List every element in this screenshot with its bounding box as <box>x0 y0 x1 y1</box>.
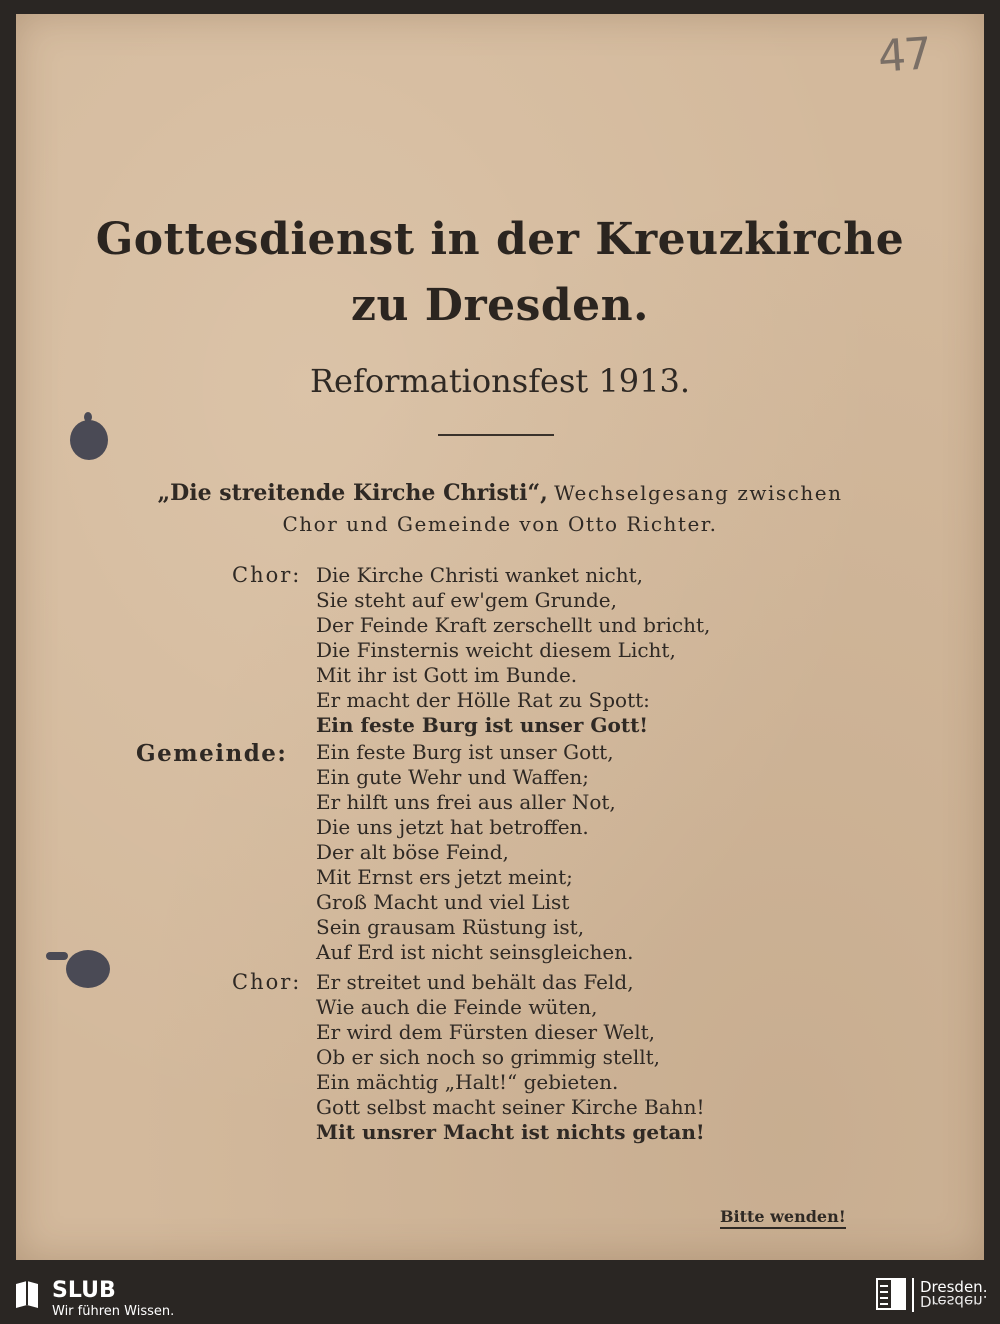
slub-brand: SLUB <box>52 1278 116 1303</box>
verse-line: Die uns jetzt hat betroffen. <box>316 815 589 839</box>
slub-book-icon <box>14 1280 40 1310</box>
verse-line: Er streitet und behält das Feld, <box>316 970 634 994</box>
verse-line: Ob er sich noch so grimmig stellt, <box>316 1045 661 1069</box>
punch-hole-bottom <box>66 950 110 988</box>
verse-line: Die Kirche Christi wanket nicht, <box>316 563 644 587</box>
punch-hole-bottom-tear <box>46 952 68 960</box>
work-description: Wechselgesang zwischen <box>554 481 843 505</box>
verse-line: Mit ihr ist Gott im Bunde. <box>316 663 578 687</box>
work-title: „Die streitende Kirche Christi“, <box>157 480 548 506</box>
verse-line: Ein mächtig „Halt!“ gebieten. <box>316 1070 619 1094</box>
verse-line-bold: Mit unsrer Macht ist nichts getan! <box>316 1120 705 1144</box>
verse-line: Mit Ernst ers jetzt meint; <box>316 865 573 889</box>
verse-chor-2 <box>316 970 705 1145</box>
intro-line-2: Chor und Gemeinde von Otto Richter. <box>282 512 718 536</box>
verse-line: Ein feste Burg ist unser Gott, <box>316 740 614 764</box>
divider-rule <box>438 434 554 436</box>
verse-line: Sein grausam Rüstung ist, <box>316 915 585 939</box>
title-line-1: Gottesdienst in der Kreuzkirche <box>95 214 905 265</box>
footer-bar <box>0 1274 1000 1324</box>
speaker-chor-2: Chor: <box>232 970 302 994</box>
speaker-gemeinde: Gemeinde: <box>136 740 288 767</box>
turn-over-note: Bitte wenden! <box>720 1207 846 1229</box>
verse-line: Gott selbst macht seiner Kirche Bahn! <box>316 1095 705 1119</box>
slub-tagline: Wir führen Wissen. <box>52 1304 175 1319</box>
verse-line: Ein gute Wehr und Waffen; <box>316 765 590 789</box>
verse-line: Der Feinde Kraft zerschellt und bricht, <box>316 613 711 637</box>
dresden-wordmark: Dresden. <box>920 1278 988 1296</box>
title-line-2: zu Dresden. <box>351 280 649 331</box>
verse-line: Der alt böse Feind, <box>316 840 509 864</box>
pencil-page-number: 47 <box>876 28 932 83</box>
verse-line: Er hilft uns frei aus aller Not, <box>316 790 616 814</box>
verse-line: Die Finsternis weicht diesem Licht, <box>316 638 676 662</box>
verse-line: Auf Erd ist nicht seinsgleichen. <box>316 940 634 964</box>
intro-line-1 <box>0 480 1000 506</box>
verse-line: Er macht der Hölle Rat zu Spott: <box>316 688 650 712</box>
punch-hole-top-notch <box>84 412 92 422</box>
verse-gemeinde <box>316 740 633 965</box>
dresden-crest-icon <box>876 1278 906 1310</box>
verse-line: Er wird dem Fürsten dieser Welt, <box>316 1020 656 1044</box>
verse-line: Wie auch die Feinde wüten, <box>316 995 598 1019</box>
punch-hole-top <box>70 420 108 460</box>
verse-line: Sie steht auf ew'gem Grunde, <box>316 588 617 612</box>
verse-line-bold: Ein feste Burg ist unser Gott! <box>316 713 649 737</box>
subtitle: Reformationsfest 1913. <box>309 362 691 400</box>
verse-chor-1 <box>316 563 710 738</box>
footer-separator <box>912 1278 914 1312</box>
dresden-wordmark-mirror: Dresden. <box>920 1292 988 1310</box>
verse-line: Groß Macht und viel List <box>316 890 570 914</box>
speaker-chor-1: Chor: <box>232 563 302 587</box>
